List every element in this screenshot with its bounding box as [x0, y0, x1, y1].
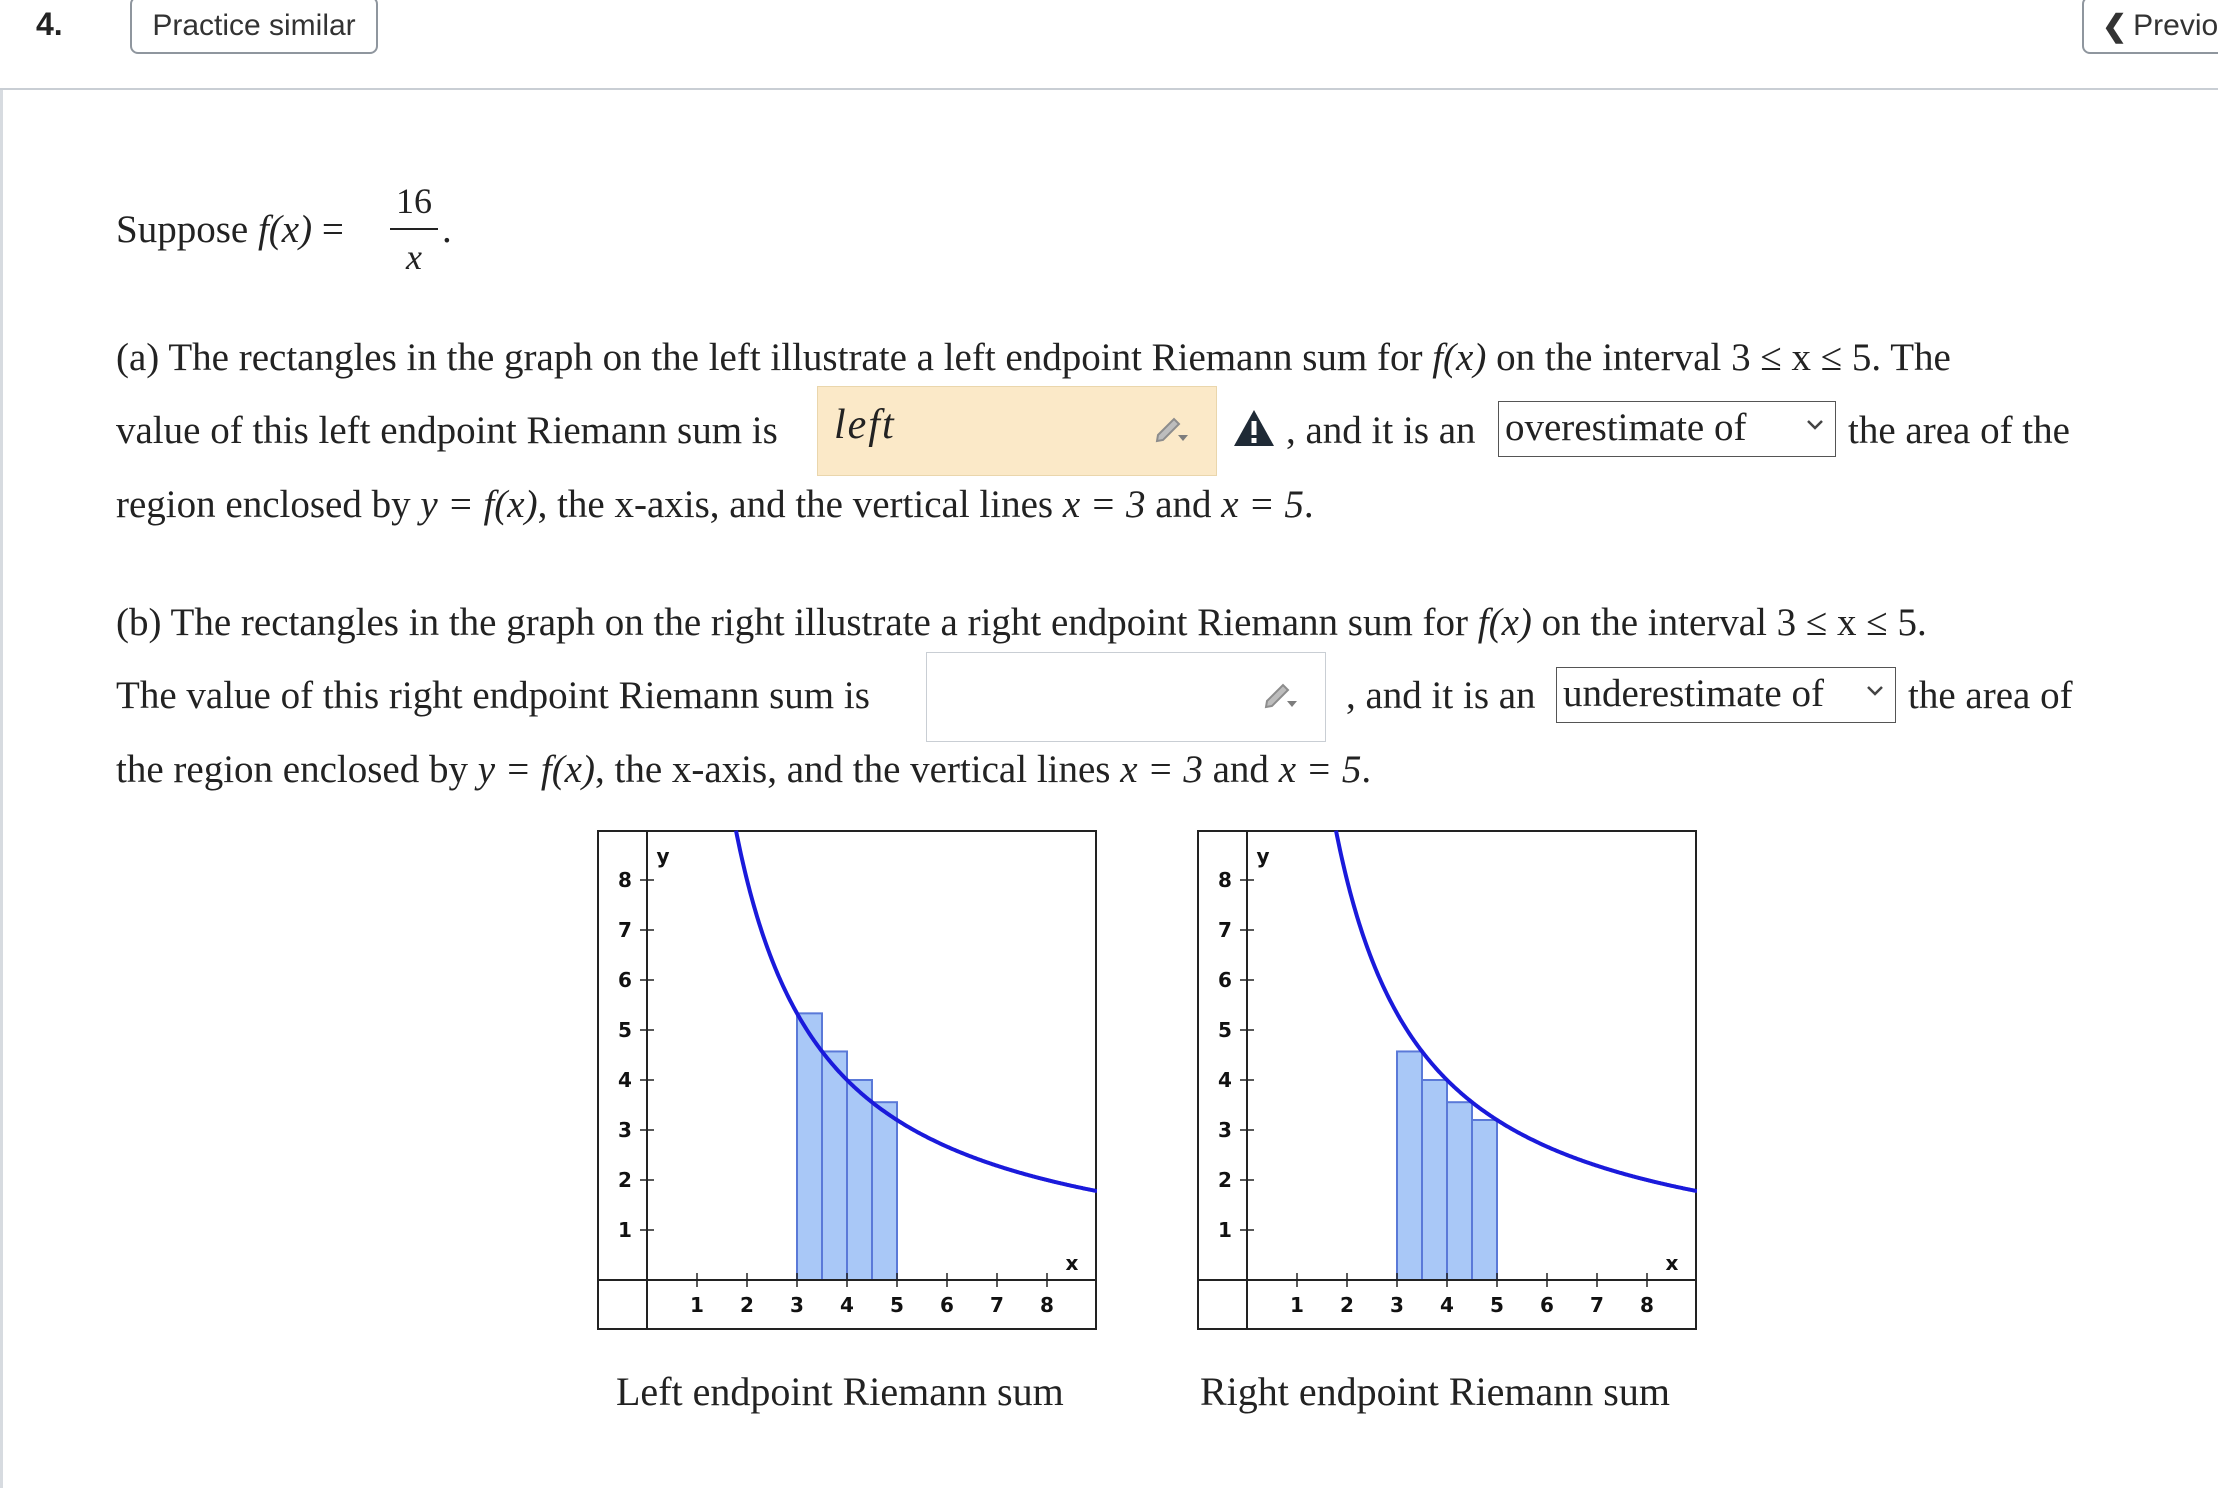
intro-period: . [442, 208, 452, 251]
riemann-rectangle [1397, 1051, 1422, 1280]
part-a-line2-mid: , and it is an [1286, 409, 1476, 452]
x-tick-label: 7 [1590, 1293, 1604, 1317]
x-axis-label: x [1065, 1251, 1079, 1275]
chevron-left-icon: ❮ [2102, 9, 2128, 43]
part-a-interval-pre: on the interval [1496, 336, 1722, 379]
right-graph-caption: Right endpoint Riemann sum [1200, 1369, 1670, 1414]
pencil-icon[interactable] [1261, 679, 1299, 709]
part-b-interval-pre: on the interval [1541, 601, 1767, 644]
riemann-rectangle [797, 1013, 822, 1280]
left-graph-caption: Left endpoint Riemann sum [616, 1369, 1064, 1414]
y-axis-label: y [1256, 844, 1270, 868]
part-b-line3-mid: , the x-axis, and the vertical lines [594, 748, 1111, 791]
y-tick-label: 6 [618, 968, 632, 992]
y-axis-label: y [656, 844, 670, 868]
previous-label: Previo [2133, 9, 2218, 42]
part-a-line3-text: region enclosed by [116, 483, 411, 526]
y-tick-label: 6 [1218, 968, 1232, 992]
part-a-line2-pre: value of this left endpoint Riemann sum is [116, 409, 778, 452]
x-tick-label: 4 [1440, 1293, 1454, 1317]
intro-text [116, 206, 344, 254]
y-tick-label: 1 [618, 1218, 632, 1242]
x-tick-label: 4 [840, 1293, 854, 1317]
y-tick-label: 3 [618, 1118, 632, 1142]
y-tick-label: 2 [1218, 1168, 1232, 1192]
part-a-line1 [116, 334, 1951, 382]
part-b-end: . [1361, 748, 1372, 791]
x-tick-label: 8 [1040, 1293, 1054, 1317]
part-a-select-value: overestimate of [1505, 406, 1747, 449]
part-a-line3 [116, 481, 1314, 529]
chevron-down-icon [1865, 684, 1885, 698]
x-tick-label: 2 [740, 1293, 754, 1317]
part-a-and: and [1155, 483, 1212, 526]
riemann-rectangle [847, 1080, 872, 1280]
pencil-icon[interactable] [1152, 413, 1190, 443]
part-b-x3: x = 3 [1120, 748, 1203, 791]
part-b-line3 [116, 746, 1371, 794]
x-axis-label: x [1665, 1251, 1679, 1275]
x-tick-label: 6 [1540, 1293, 1554, 1317]
x-tick-label: 1 [690, 1293, 704, 1317]
question-number: 4. [36, 6, 63, 42]
y-tick-label: 1 [1218, 1218, 1232, 1242]
part-b-line2-mid: , and it is an [1346, 674, 1536, 717]
practice-similar-button[interactable]: Practice similar [130, 0, 378, 54]
part-b-and: and [1212, 748, 1269, 791]
left-riemann-graph [597, 830, 1097, 1330]
part-b-fx: f(x) [1477, 601, 1532, 644]
part-a-fx: f(x) [1432, 336, 1487, 379]
x-tick-label: 1 [1290, 1293, 1304, 1317]
part-b-line2-pre: The value of this right endpoint Riemann sum is [116, 674, 870, 717]
left-border [0, 0, 3, 1488]
y-tick-label: 4 [1218, 1068, 1232, 1092]
riemann-rectangle [1447, 1102, 1472, 1280]
part-b-select-value: underestimate of [1563, 672, 1824, 715]
x-tick-label: 5 [890, 1293, 904, 1317]
riemann-rectangle [822, 1051, 847, 1280]
riemann-rectangle [1472, 1120, 1497, 1280]
part-a-line3-mid: , the x-axis, and the vertical lines [537, 483, 1054, 526]
part-b-yfx: y = f(x) [477, 748, 595, 791]
right-riemann-graph [1197, 830, 1697, 1330]
part-a-x3: x = 3 [1062, 483, 1146, 526]
part-a-line1-end: . The [1871, 336, 1951, 379]
fraction-bar [390, 228, 438, 230]
x-tick-label: 8 [1640, 1293, 1654, 1317]
part-b-answer-input[interactable] [926, 652, 1326, 742]
chevron-down-icon [1805, 418, 1825, 432]
fraction-numerator: 16 [396, 181, 432, 221]
riemann-rectangle [872, 1102, 897, 1280]
x-tick-label: 3 [790, 1293, 804, 1317]
warning-icon [1232, 408, 1276, 448]
previous-button[interactable] [2082, 0, 2218, 54]
part-a-end: . [1303, 483, 1314, 526]
part-a-x5: x = 5 [1221, 483, 1304, 526]
part-b-x5: x = 5 [1278, 748, 1362, 791]
part-b-line1 [116, 599, 1927, 647]
y-tick-label: 5 [1218, 1018, 1232, 1042]
part-b-line1-end: . [1916, 601, 1927, 644]
part-a-answer-value: left [834, 402, 896, 448]
y-tick-label: 8 [1218, 868, 1232, 892]
part-a-line1-text: (a) The rectangles in the graph on the left illustrate a left endpoint Riemann sum for [116, 336, 1423, 379]
part-a-interval: 3 ≤ x ≤ 5 [1731, 336, 1872, 379]
equals-sign: = [321, 208, 344, 251]
x-tick-label: 2 [1340, 1293, 1354, 1317]
part-b-line1-text: (b) The rectangles in the graph on the right illustrate a right endpoint Riemann sum for [116, 601, 1469, 644]
y-tick-label: 4 [618, 1068, 632, 1092]
riemann-rectangle [1422, 1080, 1447, 1280]
part-b-line2-post: the area of [1908, 674, 2073, 717]
part-a-estimate-select[interactable] [1498, 401, 1836, 457]
x-tick-label: 5 [1490, 1293, 1504, 1317]
y-tick-label: 7 [618, 918, 632, 942]
x-tick-label: 6 [940, 1293, 954, 1317]
part-a-yfx: y = f(x) [420, 483, 538, 526]
part-b-interval: 3 ≤ x ≤ 5 [1776, 601, 1917, 644]
y-tick-label: 2 [618, 1168, 632, 1192]
part-b-line3-text: the region enclosed by [116, 748, 468, 791]
y-tick-label: 3 [1218, 1118, 1232, 1142]
x-tick-label: 3 [1390, 1293, 1404, 1317]
x-tick-label: 7 [990, 1293, 1004, 1317]
part-a-line2-post: the area of the [1848, 409, 2070, 452]
suppose-word: Suppose [116, 208, 249, 251]
y-tick-label: 5 [618, 1018, 632, 1042]
fx-expression: f(x) [257, 208, 313, 251]
part-a-answer-input[interactable] [817, 386, 1217, 476]
y-tick-label: 7 [1218, 918, 1232, 942]
y-tick-label: 8 [618, 868, 632, 892]
part-b-estimate-select[interactable] [1556, 667, 1896, 723]
fraction-denominator: x [406, 237, 422, 277]
